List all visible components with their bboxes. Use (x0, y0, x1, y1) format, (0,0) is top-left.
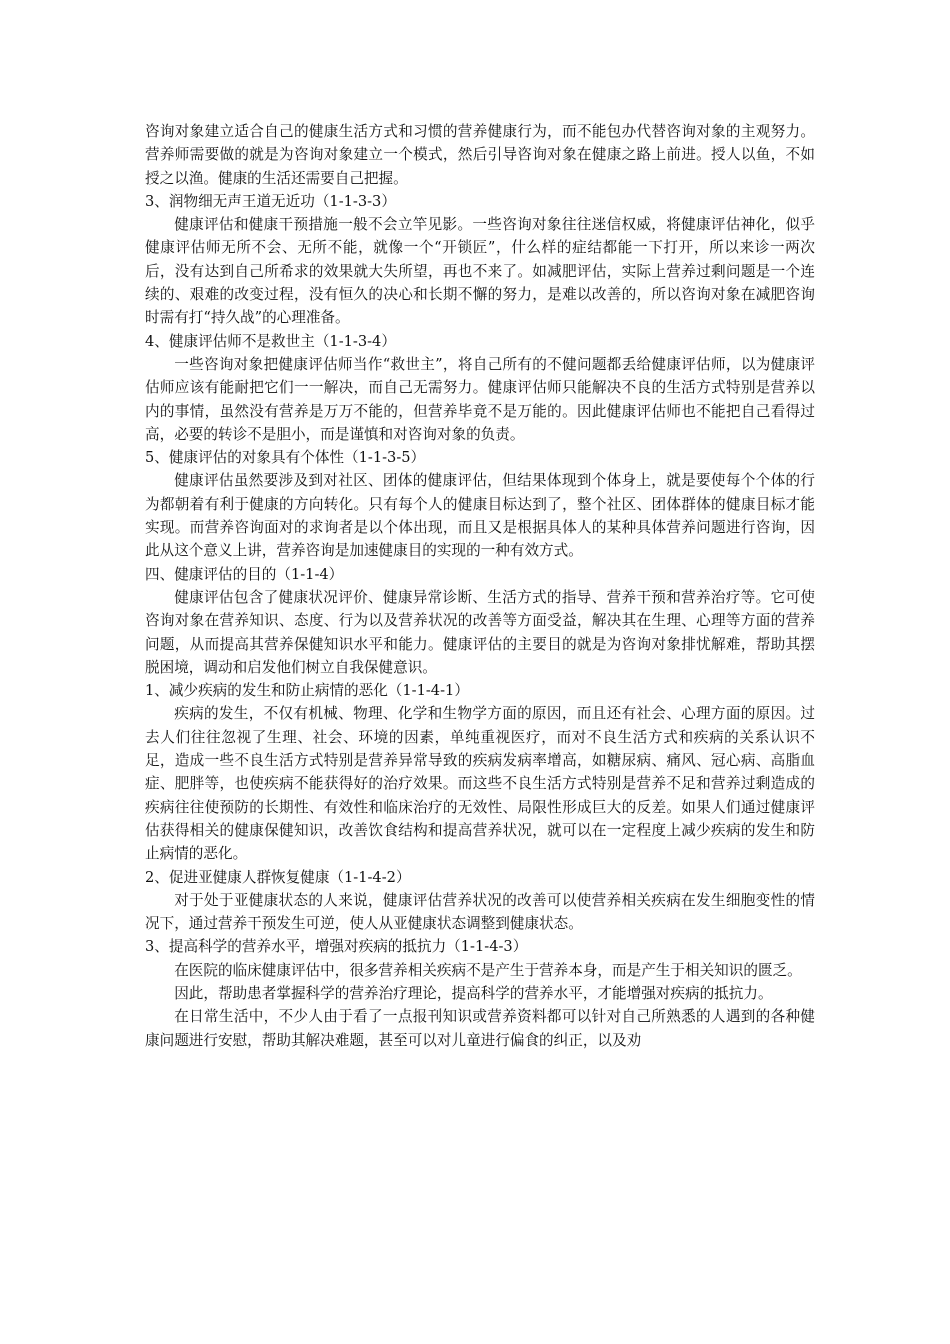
paragraph: 咨询对象建立适合自己的健康生活方式和习惯的营养健康行为，而不能包办代替咨询对象的主观努力。营养师需要做的就是为咨询对象建立一个模式，然后引导咨询对象在健康之路上前进。授人以鱼，不如授之以渔。健康的生活还需要自己把握。 (145, 123, 815, 187)
paragraph: 在日常生活中，不少人由于看了一点报刊知识或营养资料都可以针对自己所熟悉的人遇到的各种健康问题进行安慰，帮助其解决难题，甚至可以对儿童进行偏食的纠正，以及劝 (145, 1008, 815, 1049)
paragraph: 疾病的发生，不仅有机械、物理、化学和生物学方面的原因，而且还有社会、心理方面的原因。过去人们往往忽视了生理、社会、环境的因素，单纯重视医疗，而对不良生活方式和疾病的关系认识不足，造成一些不良生活方式特别是营养异常导致的疾病发病率增高，如糖尿病、痛风、冠心病、高脂血症、肥胖等，也使疾病不能获得好的治疗效果。而这些不良生活方式特别是营养不足和营养过剩造成的疾病往往使预防的长期性、有效性和临床治疗的无效性、局限性形成巨大的反差。如果人们通过健康评估获得相关的健康保健知识，改善饮食结构和提高营养状况，就可以在一定程度上减少疾病的发生和防止病情的恶化。 (145, 705, 815, 863)
document-page (145, 120, 815, 1052)
section-heading: 2、促进亚健康人群恢复健康（1-1-4-2） (145, 868, 411, 886)
section-heading: 3、润物细无声王道无近功（1-1-3-3） (145, 192, 396, 210)
paragraph: 对于处于亚健康状态的人来说，健康评估营养状况的改善可以使营养相关疾病在发生细胞变性的情况下，通过营养干预发生可逆，使人从亚健康状态调整到健康状态。 (145, 891, 815, 933)
paragraph: 健康评估虽然要涉及到对社区、团体的健康评估，但结果体现到个体身上，就是要使每个个体的行为都朝着有利于健康的方向转化。只有每个人的健康目标达到了，整个社区、团体群体的健康目标才能实现。而营养咨询面对的求询者是以个体出现，而且又是根据具体人的某种具体营养问题进行咨询，因此从这个意义上讲，营养咨询是加速健康目的实现的一种有效方式。 (145, 472, 815, 560)
paragraph: 在医院的临床健康评估中，很多营养相关疾病不是产生于营养本身，而是产生于相关知识的匮乏。 (174, 961, 802, 979)
section-heading: 4、健康评估师不是救世主（1-1-3-4） (145, 332, 396, 350)
paragraph: 因此，帮助患者掌握科学的营养治疗理论，提高科学的营养水平，才能增强对疾病的抵抗力。 (174, 984, 773, 1002)
section-heading: 3、提高科学的营养水平，增强对疾病的抵抗力（1-1-4-3） (145, 938, 528, 956)
section-heading: 四、健康评估的目的（1-1-4） (145, 565, 344, 583)
paragraph: 健康评估包含了健康状况评价、健康异常诊断、生活方式的指导、营养干预和营养治疗等。它可使咨询对象在营养知识、态度、行为以及营养状况的改善等方面受益，解决其在生理、心理等方面的营养问题，从而提高其营养保健知识水平和能力。健康评估的主要目的就是为咨询对象排忧解难，帮助其摆脱困境，调动和启发他们树立自我保健意识。 (145, 588, 815, 676)
paragraph: 一些咨询对象把健康评估师当作“救世主”，将自己所有的不健问题都丢给健康评估师，以为健康评估师应该有能耐把它们一一解决，而自己无需努力。健康评估师只能解决不良的生活方式特别是营养以内的事情，虽然没有营养是万万不能的，但营养毕竟不是万能的。因此健康评估师也不能把自己看得过高，必要的转诊不是胆小，而是谨慎和对咨询对象的负责。 (145, 355, 815, 443)
section-heading: 5、健康评估的对象具有个体性（1-1-3-5） (145, 449, 426, 467)
paragraph: 健康评估和健康干预措施一般不会立竿见影。一些咨询对象往往迷信权威，将健康评估神化，似乎健康评估师无所不会、无所不能，就像一个“开锁匠”，什么样的症结都能一下打开，所以来诊一两次后，没有达到自己所希求的效果就大失所望，再也不来了。如减肥评估，实际上营养过剩问题是一个连续的、艰难的改变过程，没有恒久的决心和长期不懈的努力，是难以改善的，所以咨询对象在减肥咨询时需有打“持久战”的心理准备。 (145, 216, 815, 327)
section-heading: 1、减少疾病的发生和防止病情的恶化（1-1-4-1） (145, 682, 469, 700)
